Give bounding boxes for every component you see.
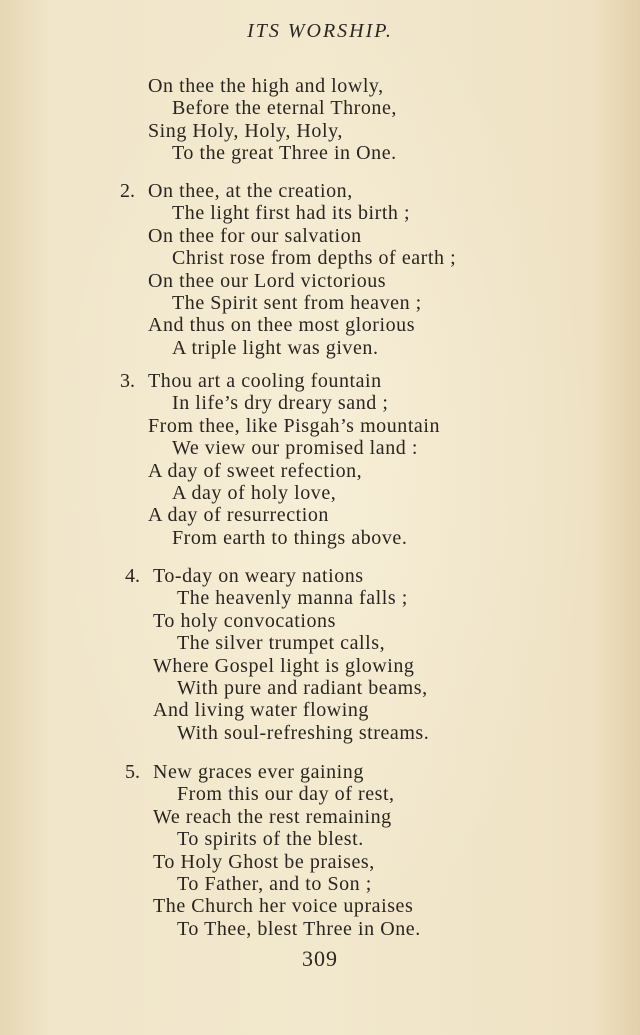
running-head: ITS WORSHIP. (247, 20, 393, 42)
stanza-line: From this our day of rest, (177, 783, 395, 806)
stanza-line: On thee the high and lowly, (148, 75, 384, 97)
stanza-line: To the great Three in One. (172, 142, 397, 165)
stanza-line: Before the eternal Throne, (172, 97, 397, 120)
stanza-line: The Spirit sent from heaven ; (172, 291, 422, 314)
stanza-line: We reach the rest remaining (153, 805, 392, 828)
stanza-line: A day of resurrection (148, 504, 329, 527)
stanza-line: A triple light was given. (172, 336, 379, 359)
stanza-line: With pure and radiant beams, (177, 676, 428, 699)
stanza-line: Where Gospel light is glowing (153, 654, 415, 677)
stanza-number: 4. (125, 565, 140, 587)
stanza-line: The light first had its birth ; (172, 202, 411, 225)
stanza-line: On thee, at the creation, (148, 180, 353, 202)
stanza-line: On thee for our salvation (148, 224, 362, 247)
stanza-line: With soul-refreshing streams. (177, 721, 430, 744)
stanza-1 (148, 75, 397, 165)
stanza-line: To Thee, blest Three in One. (177, 917, 421, 940)
stanza-line: The Church her voice upraises (153, 895, 414, 918)
stanza-line: A day of holy love, (172, 481, 337, 504)
stanza-line: To-day on weary nations (153, 565, 364, 587)
stanza-line: The silver trumpet calls, (177, 632, 386, 655)
stanza-line: And thus on thee most glorious (148, 314, 416, 337)
stanza-line: To Holy Ghost be praises, (153, 850, 375, 873)
stanza-line: Sing Holy, Holy, Holy, (148, 119, 343, 142)
stanza-3 (148, 370, 440, 549)
page-number: 309 (302, 946, 338, 971)
stanza-line: On thee our Lord victorious (148, 269, 387, 292)
stanza-line: To holy convocations (153, 609, 336, 632)
stanza-line: From earth to things above. (172, 526, 408, 549)
stanza-line: To Father, and to Son ; (177, 872, 372, 895)
stanza-4 (153, 565, 429, 744)
stanza-line: In life’s dry dreary sand ; (172, 392, 389, 415)
stanza-line: To spirits of the blest. (177, 828, 364, 851)
stanza-line: New graces ever gaining (153, 761, 364, 783)
stanza-line: We view our promised land : (172, 437, 418, 460)
stanza-line: From thee, like Pisgah’s mountain (148, 414, 441, 437)
stanza-2 (148, 180, 456, 359)
stanza-line: The heavenly manna falls ; (177, 587, 408, 610)
stanza-line: A day of sweet refection, (148, 459, 363, 482)
stanza-line: And living water flowing (153, 699, 369, 722)
stanza-line: Thou art a cooling fountain (148, 370, 382, 392)
stanza-number: 2. (120, 180, 135, 202)
stanza-line: Christ rose from depths of earth ; (172, 247, 457, 270)
stanza-number: 5. (125, 761, 140, 783)
stanza-number: 3. (120, 370, 135, 392)
stanza-5 (153, 761, 421, 940)
